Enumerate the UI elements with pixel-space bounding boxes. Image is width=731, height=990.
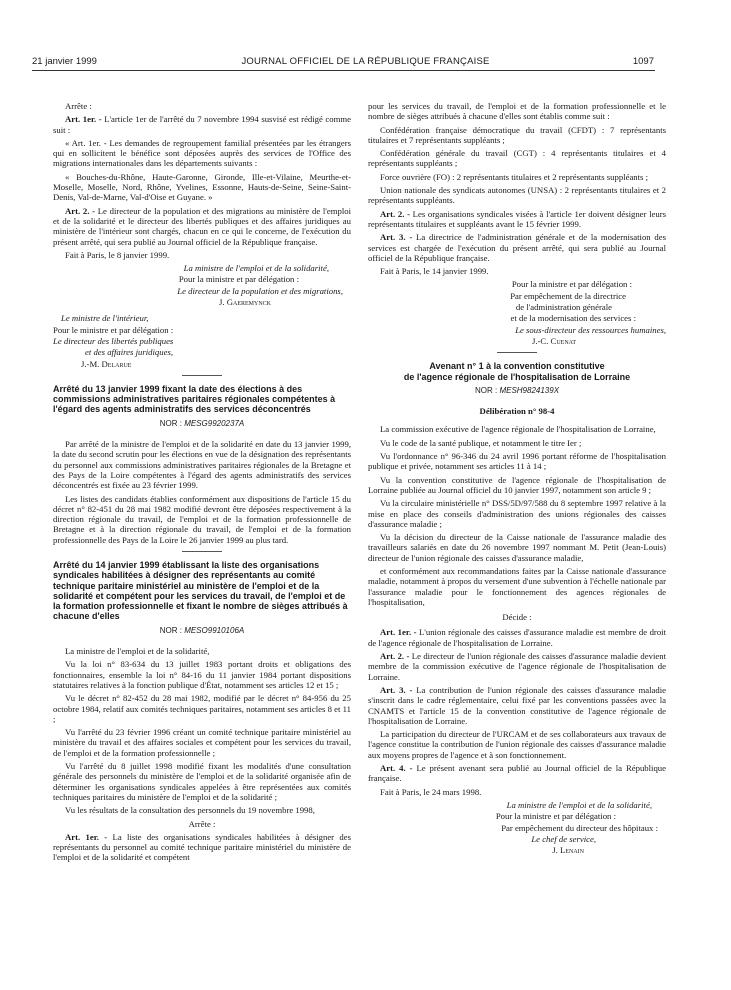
article-text: La contribution de l'union régionale des caisses d'assurance maladie s'inscrit dans le cadre réglementaire, celui fixé par les conventions passées avec la CNAMTS et l'article 15 de la convention constitutive de l'agence régionale de l'hospitalisation de Lorraine.	[368, 684, 667, 726]
union-entry: Confédération générale du travail (CGT) : 4 représentants titulaires et 4 représentants suppléants ;	[368, 148, 666, 169]
nor-value: MESG9920237A	[184, 418, 245, 428]
section-separator	[182, 375, 222, 376]
nor-reference	[368, 386, 666, 396]
signature-line: La ministre de l'emploi et de la solidarité,	[183, 263, 329, 274]
article-2	[368, 651, 666, 682]
paragraph: Vu la convention constitutive de l'agence régionale de l'hospitalisation de Lorraine publiée au Journal officiel du 10 janvier 1997, notamment son article 9 ;	[368, 474, 666, 495]
paragraph: Vu l'arrêté du 8 juillet 1998 modifié fixant les modalités d'une consultation générale des personnels du ministère de l'emploi et de la solidarité organisée afin de déterminer les organisations syndicales appelées à être représentées aux comités techniques paritaires du ministère de l'emploi et de la solidarité ;	[53, 761, 351, 802]
nor-value: MESO9910106A	[184, 625, 245, 635]
signature-line: Le ministre de l'intérieur,	[61, 313, 149, 324]
signature-line: Pour la ministre et par délégation :	[495, 811, 616, 822]
header-rule	[32, 70, 655, 71]
paragraph: Vu l'ordonnance n° 96-346 du 24 avril 1996 portant réforme de l'hospitalisation publique et privée, notamment ses articles 11 à 14 ;	[368, 451, 666, 472]
article-label: Art. 1er. -	[380, 627, 417, 638]
article-3	[368, 232, 666, 263]
paragraph: Par arrêté de la ministre de l'emploi et de la solidarité en date du 13 janvier 1999, la date du second scrutin pour les élections en vue de la désignation des représentants du personnel aux commissions administratives paritaires régionales de la Bretagne et des Pays de la Loire compétentes à l'égard des agents administratifs des services déconcentrés est fixée au 23 février 1999.	[53, 439, 351, 491]
section-separator	[497, 352, 537, 353]
article-label: Art. 3. -	[380, 232, 413, 243]
article-text: Les organisations syndicales visées à l'article 1er doivent désigner leurs représentants titulaires et suppléants avant le 15 février 1999.	[368, 208, 666, 229]
article-1-departments: « Bouches-du-Rhône, Haute-Garonne, Gironde, Ille-et-Vilaine, Meurthe-et-Moselle, Moselle, Nord, Rhône, Yvelines, Essonne, Hauts-de-Seine, Seine-Saint-Denis, Val-de-Marne, Val-d'Oise et Guyane. »	[53, 171, 351, 203]
paragraph: Vu le code de la santé publique, et notamment le titre Ier ;	[380, 437, 582, 448]
article-text: La directrice de l'administration générale et de la modernisation des services est chargée de l'exécution du présent arrêté, qui sera publié au Journal officiel de la République française.	[368, 232, 667, 263]
decree-title: de l'agence régionale de l'hospitalisation de Lorraine	[403, 371, 631, 382]
paragraph: La commission exécutive de l'agence régionale de l'hospitalisation de Lorraine,	[380, 424, 656, 435]
left-column	[53, 101, 351, 866]
nor-label: NOR :	[159, 625, 182, 635]
signature-line: Pour la ministre et par délégation :	[178, 274, 299, 285]
article-3	[368, 685, 666, 726]
signature-line: Le directeur de la population et des migrations,	[177, 285, 343, 296]
article-text: L'union régionale des caisses d'assurance maladie est membre de droit de l'agence régionale de l'hospitalisation de Lorraine.	[368, 627, 666, 648]
paragraph: Vu le décret n° 82-452 du 28 mai 1982, modifié par le décret n° 84-956 du 25 octobre 1984, relatif aux comités techniques paritaires, notamment ses articles 8 et 11 ;	[53, 693, 351, 724]
article-label: Art. 1er. -	[65, 114, 102, 125]
signature-line: La ministre de l'emploi et de la solidarité,	[506, 799, 652, 810]
union-entry: Force ouvrière (FO) : 2 représentants titulaires et 2 représentants suppléants ;	[380, 171, 649, 182]
signature-line: Le chef de service,	[531, 833, 596, 844]
header-page-number: 1097	[632, 56, 654, 67]
fait-a-paris: Fait à Paris, le 14 janvier 1999.	[380, 266, 489, 277]
nor-label: NOR :	[159, 418, 182, 428]
paragraph: et conformément aux recommandations faites par la Caisse nationale d'assurance maladie, notamment à propos du versement d'une subvention à l'échelle nationale par l'assurance maladie pour le fonctionnement des agences régionales de l'hospitalisation,	[368, 565, 666, 607]
article-1-quote: « Art. 1er. - Les demandes de regroupement familial présentées par les étrangers qui en sollicitent le bénéfice sont déposées auprès des services de l'Office des migrations internationales dans les départements suivants :	[53, 137, 351, 169]
union-entry: Union nationale des syndicats autonomes (UNSA) : 2 représentants titulaires et 2 représentants suppléants.	[368, 185, 666, 206]
signature-line: et des affaires juridiques,	[85, 347, 173, 358]
paragraph: pour les services du travail, de l'emploi et de la formation professionnelle et le nombre de sièges attribués à chacune d'elles sont établis comme suit :	[368, 101, 666, 122]
header-date: 21 janvier 1999	[32, 56, 97, 67]
article-4	[368, 763, 666, 784]
article-text: L'article 1er de l'arrêté du 7 novembre 1994 susvisé est rédigé comme suit :	[53, 114, 351, 135]
paragraph: Vu la circulaire ministérielle n° DSS/5D/97/588 du 8 septembre 1997 relative à la mise en place des conseils d'administration des unions régionales des caisses d'assurance maladie ;	[368, 498, 666, 529]
signature-line: Par empêchement du directeur des hôpitaux :	[501, 822, 658, 833]
paragraph: La participation du directeur de l'URCAM et de ses collaborateurs aux travaux de l'agence constitue la contribution de l'union régionale des caisses d'assurance maladie aux moyens propres de l'agence et à son fonctionnement.	[368, 729, 666, 760]
signature-line: Par empêchement de la directrice	[510, 290, 626, 301]
article-text: Le présent avenant sera publié au Journal officiel de la République française.	[368, 763, 667, 784]
arrete-label: Arrête :	[188, 818, 216, 829]
signatory-name: J. Gaeremynck	[219, 297, 271, 308]
article-label: Art. 2. -	[380, 651, 410, 662]
signature-line: Le directeur des libertés publiques	[53, 335, 174, 346]
article-text: Le directeur de la population et des migrations au ministère de l'emploi et de la solidarité et le directeur des libertés publiques et des affaires juridiques au ministère de l'intérieur sont chargés, chacun en ce qui le concerne, de l'exécution du présent arrêté, qui sera publié au Journal officiel de la République française.	[53, 205, 351, 247]
decide-label: Décide :	[502, 612, 532, 623]
article-2	[368, 209, 666, 230]
paragraph: Vu la loi n° 83-634 du 13 juillet 1983 portant droits et obligations des fonctionnaires, ensemble la loi n° 84-16 du 11 janvier 1984 portant dispositions statutaires relatives à la fonction publique d'État, notamment ses articles 12 et 15 ;	[53, 659, 351, 690]
paragraph: Vu les résultats de la consultation des personnels du 19 novembre 1998,	[65, 805, 315, 816]
deliberation-heading: Délibération n° 98-4	[479, 406, 555, 417]
article-2	[53, 206, 351, 247]
arrete-label: Arrête :	[65, 101, 92, 111]
page-header	[0, 56, 731, 70]
header-journal-title: JOURNAL OFFICIEL DE LA RÉPUBLIQUE FRANÇAISE	[241, 56, 490, 67]
decree-title: Arrêté du 13 janvier 1999 fixant la date des élections à des commissions administratives paritaires régionales compétentes à l'égard des agents administratifs des services déconcentrés	[53, 383, 336, 415]
signatory-name: J. Lenain	[552, 845, 584, 856]
article-1	[53, 832, 351, 863]
article-text: Le directeur de l'union régionale des caisses d'assurance maladie devient membre de la commission exécutive de l'agence régionale de l'hospitalisation de Lorraine.	[368, 651, 666, 682]
article-1	[368, 627, 666, 648]
article-label: Art. 3. -	[380, 684, 413, 695]
signature-line: Le sous-directeur des ressources humaines,	[515, 324, 666, 335]
section-separator	[182, 551, 222, 552]
article-label: Art. 1er. -	[65, 831, 108, 842]
decree-title: Arrêté du 14 janvier 1999 établissant la liste des organisations syndicales habilitées à désigner des représentants au comité technique paritaire ministériel au ministère de l'emploi et de la solidarité et compétent pour les services du travail, de l'emploi et de la formation professionnelle et fixant le nombre de sièges attribués à chacune d'elles	[53, 559, 348, 622]
right-column	[368, 101, 666, 856]
signature-line: et de la modernisation des services :	[510, 313, 636, 324]
nor-value: MESH9824139X	[499, 385, 560, 395]
article-label: Art. 2. -	[65, 205, 96, 216]
signature-line: de l'administration générale	[515, 302, 612, 313]
paragraph: Vu la décision du directeur de la Caisse nationale de l'assurance maladie des travailleurs salariés en date du 26 novembre 1997 nommant M. Petit (Jean-Louis) directeur de l'union régionale des caisses d'assurance maladie,	[368, 532, 666, 563]
signatory-name: J.-M. Delarue	[81, 358, 132, 369]
signatory-name: J.-C. Cuenat	[531, 335, 576, 346]
article-label: Art. 2. -	[380, 208, 410, 219]
article-text: La liste des organisations syndicales habilitées à désigner des représentants du personnel au comité technique paritaire ministériel du ministère de l'emploi et de la solidarité et compétent	[53, 831, 351, 863]
paragraph: Vu l'arrêté du 23 février 1996 créant un comité technique paritaire ministériel au ministère du travail et des affaires sociales et compétent pour les services du travail, de l'emploi et de la formation professionnelle ;	[53, 727, 351, 758]
article-label: Art. 4. -	[380, 763, 413, 774]
article-1	[53, 114, 351, 135]
signature-line: Pour la ministre et par délégation :	[511, 279, 632, 290]
decree-title: Avenant n° 1 à la convention constitutive	[429, 361, 605, 372]
paragraph: Les listes des candidats établies conformément aux dispositions de l'article 15 du décret n° 82-451 du 28 mai 1982 modifié devront être déposées respectivement à la direction régionale du travail, de l'emploi et de la formation professionnelle de Bretagne et à la direction régionale du travail, de l'emploi et de la formation professionnelle des Pays de la Loire le 26 janvier 1999 au plus tard.	[53, 493, 351, 545]
nor-reference	[53, 626, 351, 636]
fait-a-paris: Fait à Paris, le 24 mars 1998.	[380, 786, 482, 797]
signature-line: Pour le ministre et par délégation :	[53, 324, 174, 335]
nor-label: NOR :	[474, 385, 498, 395]
fait-a-paris: Fait à Paris, le 8 janvier 1999.	[65, 249, 170, 260]
union-entry: Confédération française démocratique du travail (CFDT) : 7 représentants titulaires et 7 représentants suppléants ;	[368, 124, 666, 145]
paragraph: La ministre de l'emploi et de la solidarité,	[65, 646, 210, 657]
nor-reference	[53, 419, 351, 429]
